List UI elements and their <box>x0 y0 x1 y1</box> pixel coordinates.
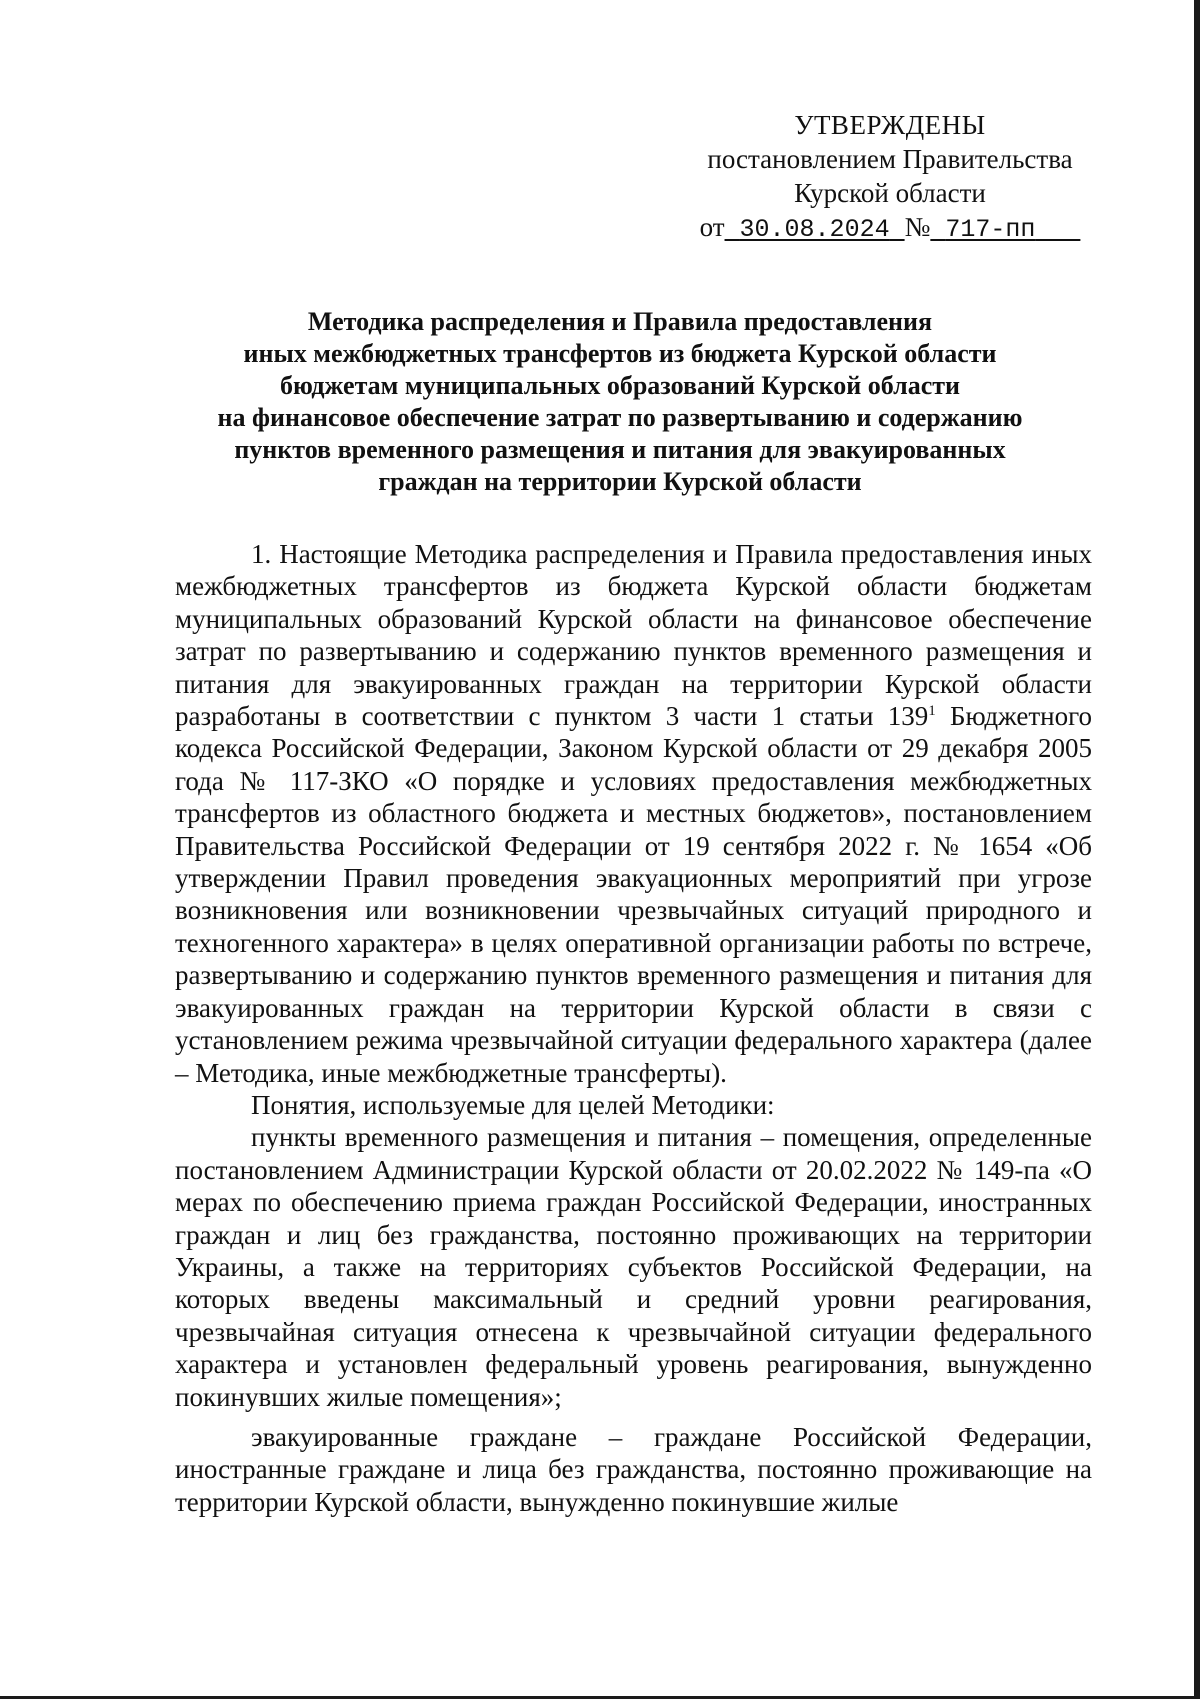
title-line: бюджетам муниципальных образований Курской области <box>280 371 960 400</box>
title-line: на финансовое обеспечение затрат по развертыванию и содержанию <box>217 403 1023 432</box>
approval-date-line <box>680 210 1100 247</box>
title-line: граждан на территории Курской области <box>378 467 862 496</box>
paragraph-2: Понятия, используемые для целей Методики: <box>251 1089 775 1120</box>
approval-date: 30.08.2024 <box>739 215 890 244</box>
paragraph-1: 1. Настоящие Методика распределения и Правила предоставления иных межбюджетных трансфертов из бюджета Курской области бюджетам муниципальных образований Курской области на финансовое обеспечение затрат по развертыванию и содержанию пунктов временного размещения и питания для эвакуированных граждан на территории Курской области разработаны в соответствии с пунктом 3 части 1 статьи $139^1$ Бюджетного кодекса Российской Федерации, Законом Курской области от 29 декабря 2005 года № 117-ЗКО «О порядке и условиях предоставления межбюджетных трансфертов из областного бюджета и местных бюджетов», постановлением Правительства Российской Федерации от 19 сентября 2022 г. № 1654 «Об утверждении Правил проведения эвакуационных мероприятий при угрозе возникновения или возникновении чрезвычайных ситуаций природного и техногенного характера» в целях оперативной организации работы по встрече, развертыванию и содержанию пунктов временного размещения и питания для эвакуированных граждан на территории Курской области в связи с установлением режима чрезвычайной ситуации федерального характера (далее – Методика, иные межбюджетные трансферты). <box>175 539 1092 1088</box>
footnote-superscript: 1 <box>928 703 936 720</box>
approval-authority: постановлением Правительства <box>707 144 1073 174</box>
document-title <box>150 306 1090 498</box>
approval-number: 717-пп <box>945 215 1036 244</box>
paragraph-3: пункты временного размещения и питания – помещения, определенные постановлением Администрации Курской области от 20.02.2022 № 149-па «О мерах по обеспечению приема граждан Российской Федерации, иностранных граждан и лиц без гражданства, постоянно проживающих на территории Украины, а также на территориях субъектов Российской Федерации, на которых введены максимальный и средний уровни реагирования, чрезвычайная ситуация отнесена к чрезвычайной ситуации федерального характера и установлен федеральный уровень реагирования, вынужденно покинувших жилые помещения»; <box>175 1122 1092 1412</box>
title-line: иных межбюджетных трансфертов из бюджета Курской области <box>243 339 997 368</box>
approval-number-sign: № <box>904 212 931 242</box>
document-body <box>175 538 1092 1518</box>
approval-region: Курской области <box>794 178 986 208</box>
approval-stamp-block <box>680 108 1100 247</box>
scan-border-right <box>1194 0 1200 1699</box>
approval-date-prefix: от <box>699 212 725 242</box>
approval-heading: УТВЕРЖДЕНЫ <box>794 110 986 140</box>
paragraph-4: эвакуированные граждане – граждане Российской Федерации, иностранные граждане и лица без гражданства, постоянно проживающие на территории Курской области, вынужденно покинувшие жилые <box>175 1421 1092 1517</box>
title-line: Методика распределения и Правила предоставления <box>307 307 933 336</box>
title-line: пунктов временного размещения и питания для эвакуированных <box>234 435 1006 464</box>
